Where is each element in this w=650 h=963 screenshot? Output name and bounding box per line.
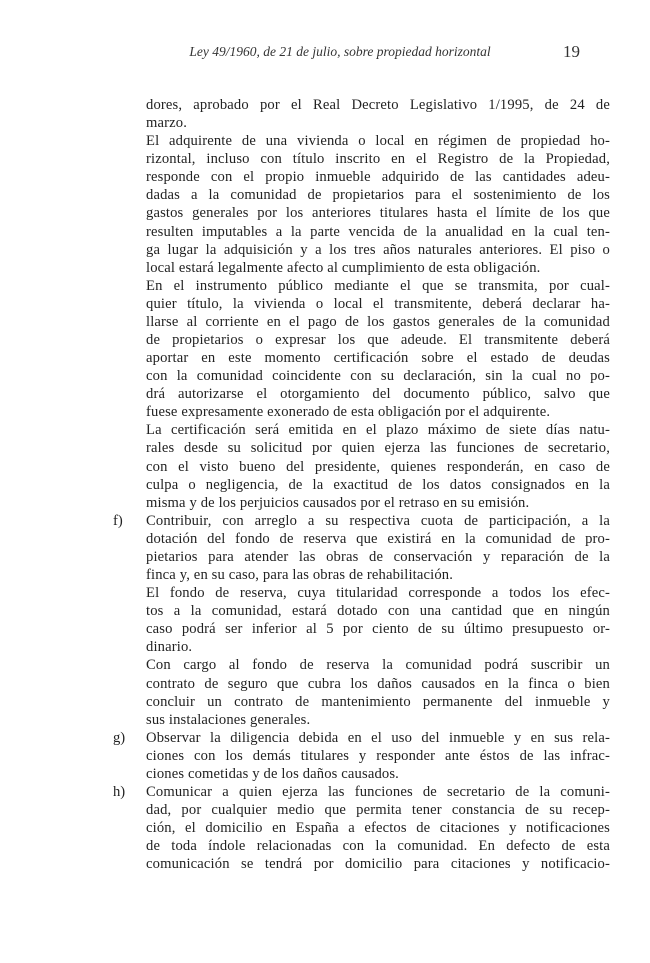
text-line: dotación del fondo de reserva que existirá en la comunidad de pro- xyxy=(146,530,610,547)
text-line: aportar en este momento certificación sobre el estado de deudas xyxy=(146,350,610,367)
text-line: caso podrá ser inferior al 5 por ciento de su último presupuesto or- xyxy=(146,621,610,638)
text-line: tos a la comunidad, estará dotado con una cantidad que en ningún xyxy=(146,603,610,620)
text-line: resulten imputables a la parte vencida de la anualidad en la cual ten- xyxy=(146,223,610,240)
list-marker: h) xyxy=(113,783,126,800)
text-line: finca y, en su caso, para las obras de rehabilitación. xyxy=(146,567,454,584)
text-line: misma y de los perjuicios causados por el retraso en su emisión. xyxy=(146,494,530,511)
running-title: Ley 49/1960, de 21 de julio, sobre propiedad horizontal xyxy=(189,44,491,59)
text-line: En el instrumento público mediante el que se transmita, por cual- xyxy=(146,277,610,294)
paragraph xyxy=(146,656,610,728)
text-line: culpa o negligencia, de la exactitud de los datos consignados en la xyxy=(146,476,610,493)
paragraph xyxy=(146,132,610,277)
list-marker: f) xyxy=(113,512,123,529)
text-line: ciones cometidas y de los daños causados. xyxy=(146,765,399,782)
text-line: gastos generales por los anteriores titulares hasta el límite de los que xyxy=(146,205,610,222)
text-line: comunicación se tendrá por domicilio para citaciones y notificacio- xyxy=(146,856,610,873)
text-line: dores, aprobado por el Real Decreto Legislativo 1/1995, de 24 de xyxy=(146,97,610,113)
text-line: ciones con los demás titulares y responder ante éstos de las infrac- xyxy=(146,747,610,764)
paragraph xyxy=(146,96,610,132)
list-item xyxy=(113,729,610,783)
page-header xyxy=(0,42,650,62)
page-body xyxy=(113,96,610,873)
text-line: con el visto bueno del presidente, quienes responderán, en caso de xyxy=(146,458,610,475)
text-line: de toda índole relacionadas con la comunidad. En defecto de esta xyxy=(146,838,610,855)
text-line: El adquirente de una vivienda o local en régimen de propiedad ho- xyxy=(146,133,610,150)
text-line: contrato de seguro que cubra los daños causados en la finca o bien xyxy=(146,675,610,692)
text-line: sus instalaciones generales. xyxy=(146,711,311,728)
text-line: Observar la diligencia debida en el uso del inmueble y en sus rela- xyxy=(146,729,610,746)
text-line: dad, por cualquier medio que permita tener constancia de su recep- xyxy=(146,802,610,819)
list-marker: g) xyxy=(113,729,126,746)
text-line: La certificación será emitida en el plazo máximo de siete días natu- xyxy=(146,422,610,439)
list-item xyxy=(113,512,610,584)
text-line: concluir un contrato de mantenimiento permanente del inmueble y xyxy=(146,693,610,710)
paragraph xyxy=(146,584,610,656)
text-line: Contribuir, con arreglo a su respectiva cuota de participación, a la xyxy=(146,512,610,529)
text-line: rales desde su solicitud por quien ejerza las funciones de secretario, xyxy=(146,440,610,457)
text-line: Comunicar a quien ejerza las funciones de secretario de la comuni- xyxy=(146,783,610,800)
page-number: 19 xyxy=(563,42,580,61)
text-line: de propietarios o expresar los que adeude. El transmitente deberá xyxy=(146,332,610,349)
text-line: marzo. xyxy=(146,115,188,132)
text-line: El fondo de reserva, cuya titularidad corresponde a todos los efec- xyxy=(146,585,610,602)
paragraph xyxy=(146,277,610,422)
text-line: llarse al corriente en el pago de los gastos generales de la comunidad xyxy=(146,313,610,330)
text-line: rizontal, incluso con título inscrito en el Registro de la Propiedad, xyxy=(146,151,610,168)
text-line: ción, el domicilio en España a efectos de citaciones y notificaciones xyxy=(146,820,610,837)
text-line: drá autorizarse el otorgamiento del documento público, salvo que xyxy=(146,386,610,403)
text-line: responde con el propio inmueble adquirido de las cantidades adeu- xyxy=(146,169,610,186)
text-line: quier título, la vivienda o local el transmitente, deberá declarar ha- xyxy=(146,295,610,312)
list-item xyxy=(113,783,610,873)
paragraph xyxy=(146,421,610,511)
text-line: dinario. xyxy=(146,639,193,656)
text-line: con la comunidad coincidente con su declaración, sin la cual no po- xyxy=(146,368,610,385)
text-line: pietarios para atender las obras de conservación y reparación de la xyxy=(146,548,610,565)
text-line: dadas a la comunidad de propietarios para el sostenimiento de los xyxy=(146,187,610,204)
text-line: Con cargo al fondo de reserva la comunidad podrá suscribir un xyxy=(146,657,610,674)
text-line: local estará legalmente afecto al cumplimiento de esta obligación. xyxy=(146,259,541,276)
text-line: fuese expresamente exonerado de esta obligación por el adquirente. xyxy=(146,404,551,421)
text-line: ga lugar la adquisición y a los tres años naturales anteriores. El piso o xyxy=(146,241,610,258)
